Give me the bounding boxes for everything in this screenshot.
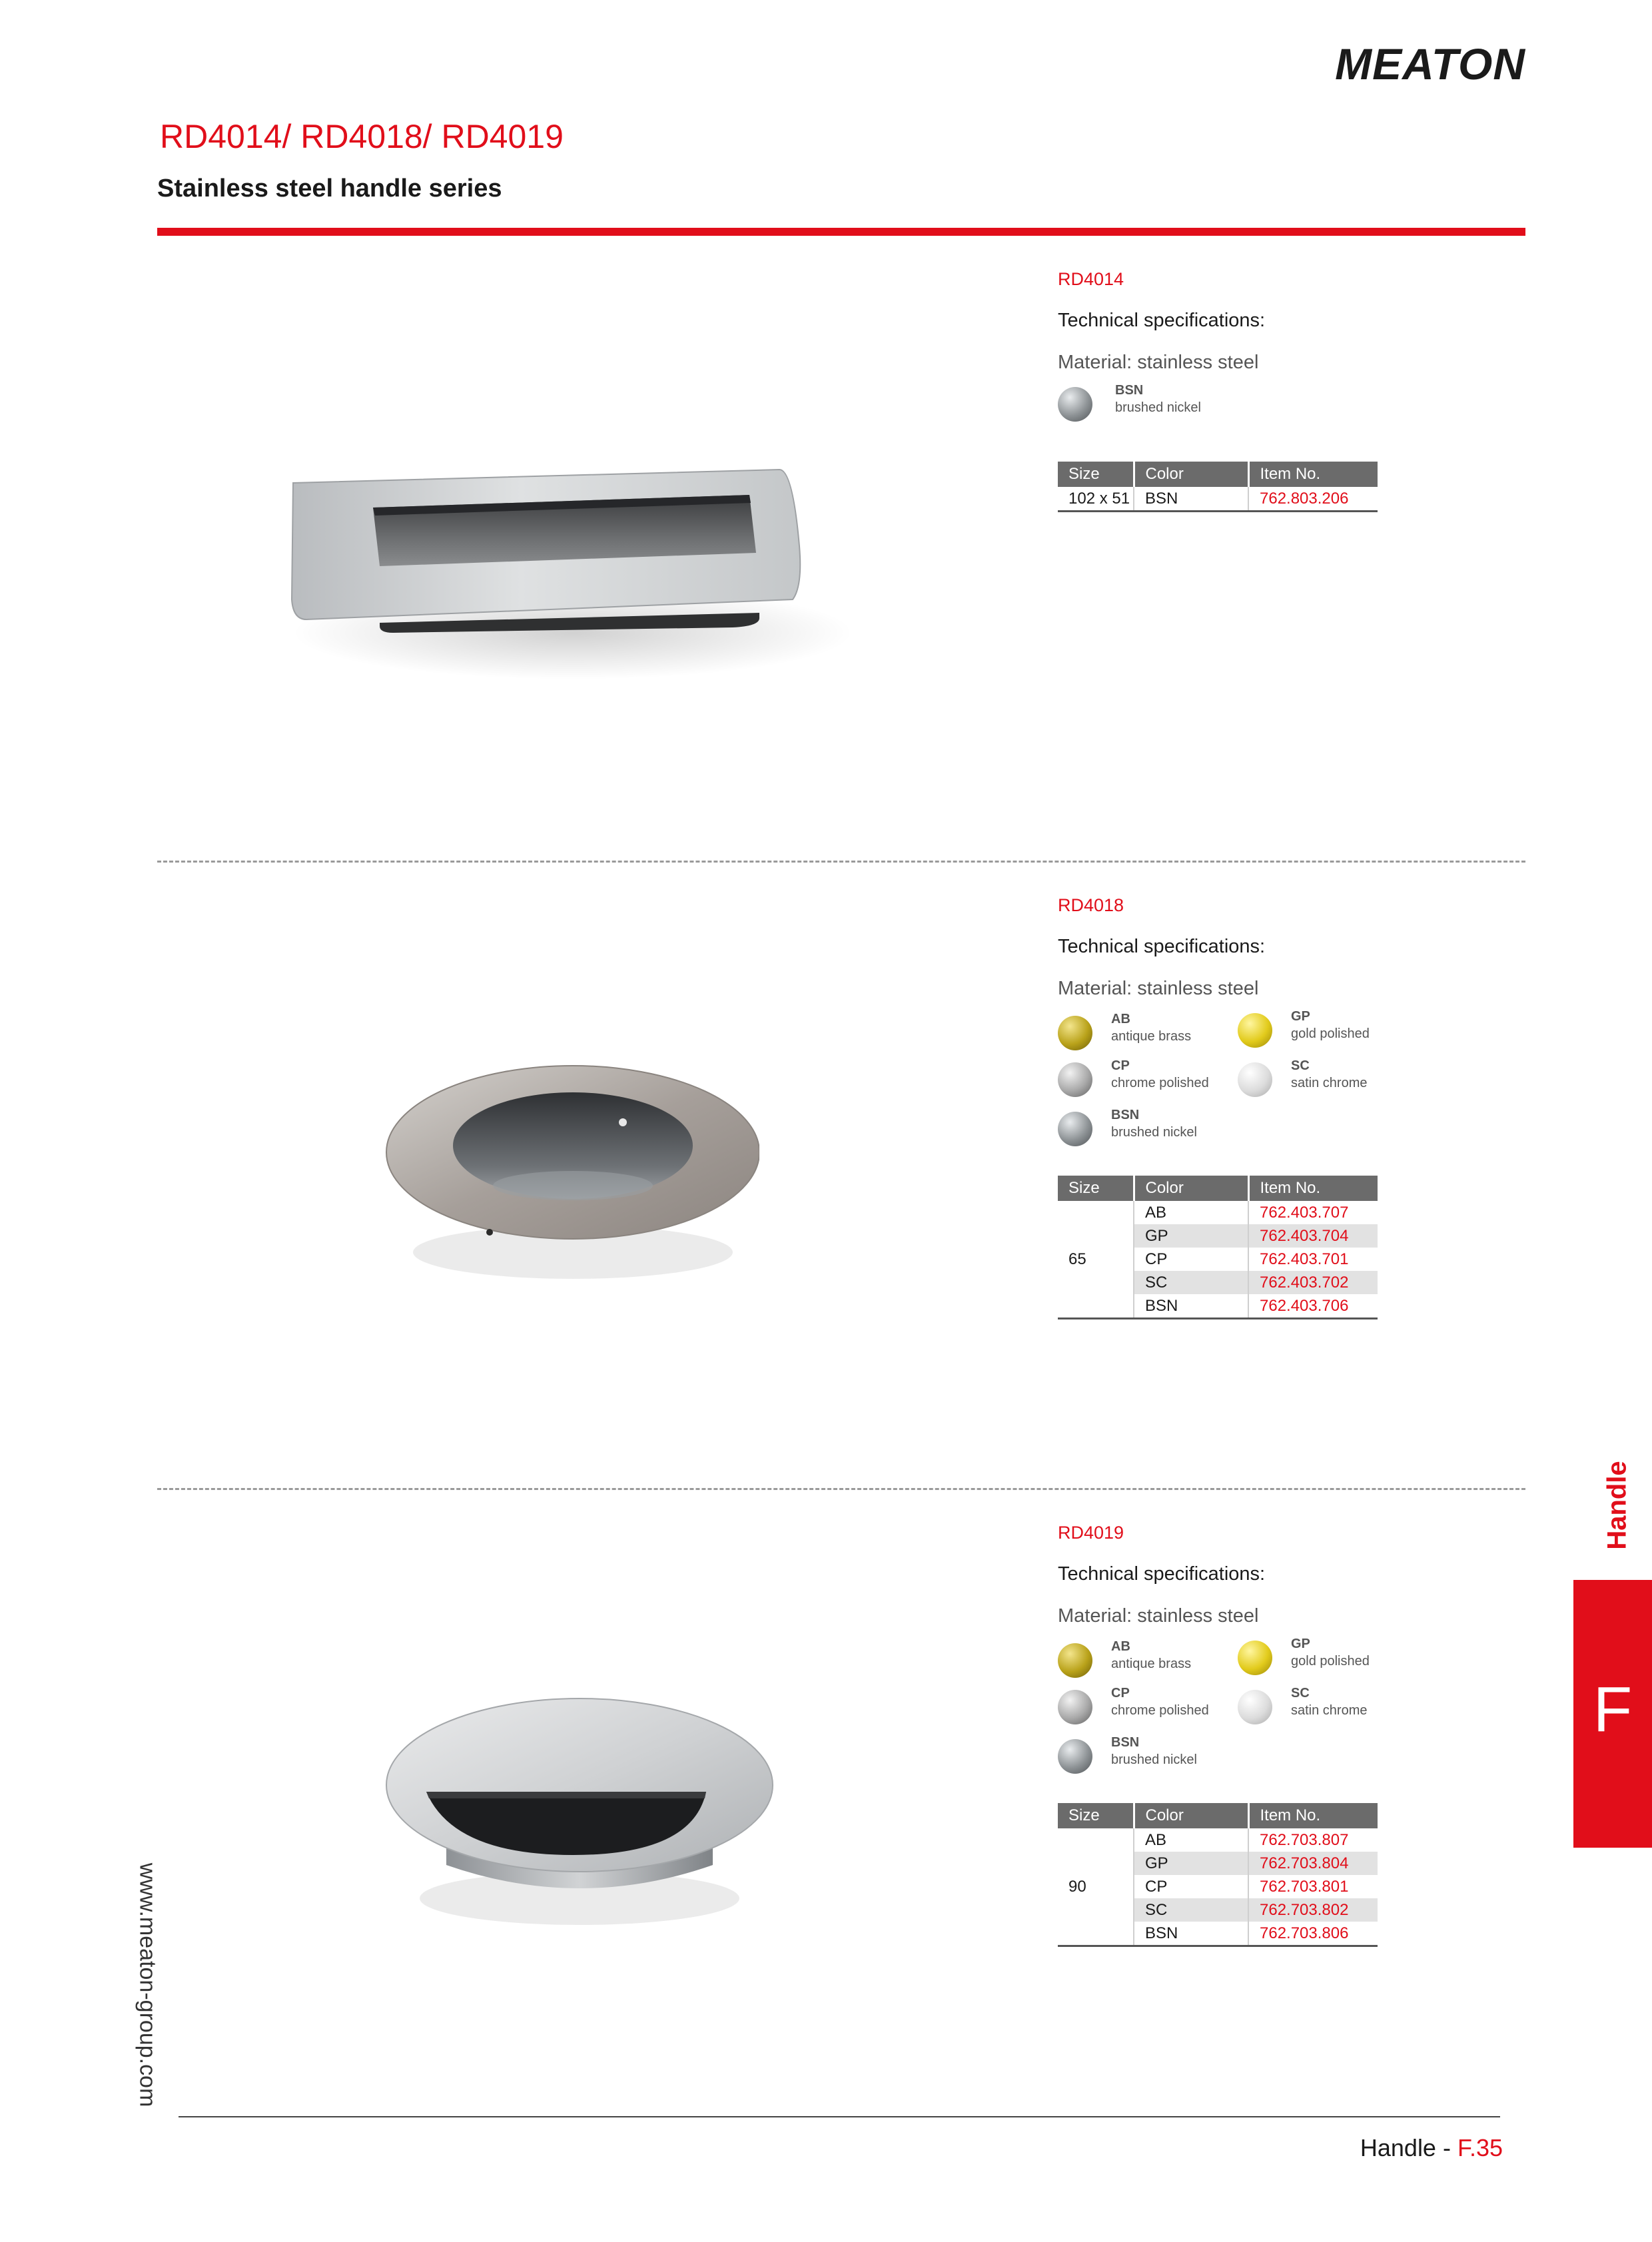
table-row [1058, 487, 1378, 512]
item-table [1058, 1176, 1378, 1319]
section-letter: F [1593, 1674, 1633, 1745]
finish-code: AB [1111, 1012, 1130, 1026]
item-number-cell: 762.403.701 [1248, 1248, 1378, 1271]
finish-swatch-bsn [1058, 382, 1238, 428]
finish-swatch-gp [1238, 1635, 1418, 1682]
finish-code: AB [1111, 1639, 1130, 1654]
finish-name: brushed nickel [1115, 400, 1201, 415]
finish-swatch-cp [1058, 1684, 1238, 1731]
table-row [1058, 1828, 1378, 1852]
side-section-label [1599, 1459, 1636, 1552]
color-cell: CP [1134, 1875, 1248, 1898]
product-code: RD4019 [1058, 1523, 1124, 1543]
product-image-rd4018 [373, 1039, 759, 1292]
col-header-item: Item No. [1248, 1803, 1378, 1828]
item-number-cell: 762.703.801 [1248, 1875, 1378, 1898]
col-header-color: Color [1134, 1803, 1248, 1828]
item-number-cell: 762.703.802 [1248, 1898, 1378, 1922]
side-section-word: Handle [1602, 1461, 1632, 1550]
section-divider [157, 861, 1525, 863]
col-header-size: Size [1058, 1176, 1134, 1201]
item-number-cell: 762.703.804 [1248, 1852, 1378, 1875]
product-code: RD4014 [1058, 269, 1124, 289]
swatch-ball-icon [1238, 1641, 1272, 1675]
swatch-ball-icon [1238, 1062, 1272, 1097]
swatch-ball-icon [1058, 1016, 1092, 1050]
swatch-ball-icon [1058, 1739, 1092, 1774]
product-image-rd4014 [266, 433, 866, 713]
finish-code: SC [1291, 1686, 1310, 1700]
finish-swatch-bsn [1058, 1734, 1238, 1780]
table-header-row [1058, 1803, 1378, 1828]
spec-panel-rd4014 [1058, 269, 1391, 512]
finish-name: gold polished [1291, 1654, 1370, 1669]
finish-swatches [1058, 382, 1391, 439]
size-cell: 65 [1058, 1201, 1134, 1319]
col-header-color: Color [1134, 1176, 1248, 1201]
header-divider [157, 228, 1525, 236]
finish-name: satin chrome [1291, 1076, 1368, 1090]
color-cell: AB [1134, 1828, 1248, 1852]
swatch-ball-icon [1058, 387, 1092, 422]
finish-swatch-sc [1238, 1684, 1418, 1731]
section-divider [157, 1488, 1525, 1490]
tech-spec-heading: Technical specifications: [1058, 1563, 1266, 1585]
finish-code: BSN [1111, 1735, 1140, 1750]
finish-swatch-gp [1238, 1008, 1418, 1054]
product-image-rd4019 [380, 1685, 793, 1938]
material-text: Material: stainless steel [1058, 352, 1259, 373]
product-code: RD4018 [1058, 895, 1124, 915]
website-text: www.meaton-group.com [135, 1862, 161, 2107]
page-title: RD4014/ RD4018/ RD4019 [160, 118, 564, 155]
section-tab [1573, 1580, 1652, 1848]
swatch-ball-icon [1058, 1690, 1092, 1724]
swatch-ball-icon [1058, 1062, 1092, 1097]
item-number-cell: 762.403.707 [1248, 1201, 1378, 1224]
color-cell: AB [1134, 1201, 1248, 1224]
finish-code: GP [1291, 1637, 1310, 1651]
finish-code: CP [1111, 1686, 1130, 1700]
finish-swatch-ab [1058, 1010, 1238, 1057]
website-url [131, 1845, 164, 2125]
item-number-cell: 762.403.706 [1248, 1294, 1378, 1319]
spec-panel-rd4018 [1058, 895, 1391, 1319]
tech-spec-heading: Technical specifications: [1058, 310, 1266, 331]
finish-swatch-ab [1058, 1638, 1238, 1684]
item-table [1058, 462, 1378, 512]
color-cell: GP [1134, 1224, 1248, 1248]
finish-name: brushed nickel [1111, 1125, 1197, 1140]
color-cell: SC [1134, 1898, 1248, 1922]
col-header-size: Size [1058, 1803, 1134, 1828]
page-footer [1360, 2134, 1503, 2162]
table-header-row [1058, 1176, 1378, 1201]
col-header-item: Item No. [1248, 462, 1378, 487]
color-cell: BSN [1134, 487, 1248, 512]
item-number-cell: 762.803.206 [1248, 487, 1378, 512]
finish-code: BSN [1111, 1108, 1140, 1122]
color-cell: GP [1134, 1852, 1248, 1875]
brand-name: MEATON [1335, 39, 1525, 89]
finish-swatch-cp [1058, 1057, 1238, 1104]
color-cell: CP [1134, 1248, 1248, 1271]
finish-code: SC [1291, 1058, 1310, 1073]
finish-swatches [1058, 1635, 1391, 1780]
col-header-item: Item No. [1248, 1176, 1378, 1201]
material-text: Material: stainless steel [1058, 1605, 1259, 1627]
finish-code: GP [1291, 1009, 1310, 1024]
finish-code: BSN [1115, 383, 1144, 398]
brand-logo [1335, 39, 1525, 89]
item-number-cell: 762.403.702 [1248, 1271, 1378, 1294]
col-header-color: Color [1134, 462, 1248, 487]
finish-name: antique brass [1111, 1657, 1192, 1671]
finish-name: chrome polished [1111, 1076, 1209, 1090]
table-header-row [1058, 462, 1378, 487]
finish-swatch-bsn [1058, 1106, 1238, 1153]
size-cell: 102 x 51 [1058, 487, 1134, 512]
color-cell: BSN [1134, 1294, 1248, 1319]
item-number-cell: 762.403.704 [1248, 1224, 1378, 1248]
swatch-ball-icon [1238, 1690, 1272, 1724]
item-number-cell: 762.703.806 [1248, 1922, 1378, 1946]
color-cell: SC [1134, 1271, 1248, 1294]
footer-section: Handle - [1360, 2134, 1457, 2161]
size-cell: 90 [1058, 1828, 1134, 1946]
swatch-ball-icon [1058, 1112, 1092, 1146]
finish-name: chrome polished [1111, 1703, 1209, 1718]
finish-name: antique brass [1111, 1029, 1192, 1044]
swatch-ball-icon [1238, 1013, 1272, 1048]
spec-panel-rd4019 [1058, 1523, 1391, 1947]
item-number-cell: 762.703.807 [1248, 1828, 1378, 1852]
footer-divider [179, 2116, 1500, 2117]
finish-swatch-sc [1238, 1057, 1418, 1104]
tech-spec-heading: Technical specifications: [1058, 936, 1266, 957]
finish-name: gold polished [1291, 1026, 1370, 1041]
finish-name: brushed nickel [1111, 1752, 1197, 1767]
material-text: Material: stainless steel [1058, 978, 1259, 999]
col-header-size: Size [1058, 462, 1134, 487]
table-row [1058, 1201, 1378, 1224]
finish-name: satin chrome [1291, 1703, 1368, 1718]
page-number: F.35 [1457, 2134, 1503, 2161]
swatch-ball-icon [1058, 1643, 1092, 1678]
color-cell: BSN [1134, 1922, 1248, 1946]
page-subtitle: Stainless steel handle series [157, 175, 502, 202]
item-table [1058, 1803, 1378, 1947]
finish-code: CP [1111, 1058, 1130, 1073]
finish-swatches [1058, 1008, 1391, 1153]
